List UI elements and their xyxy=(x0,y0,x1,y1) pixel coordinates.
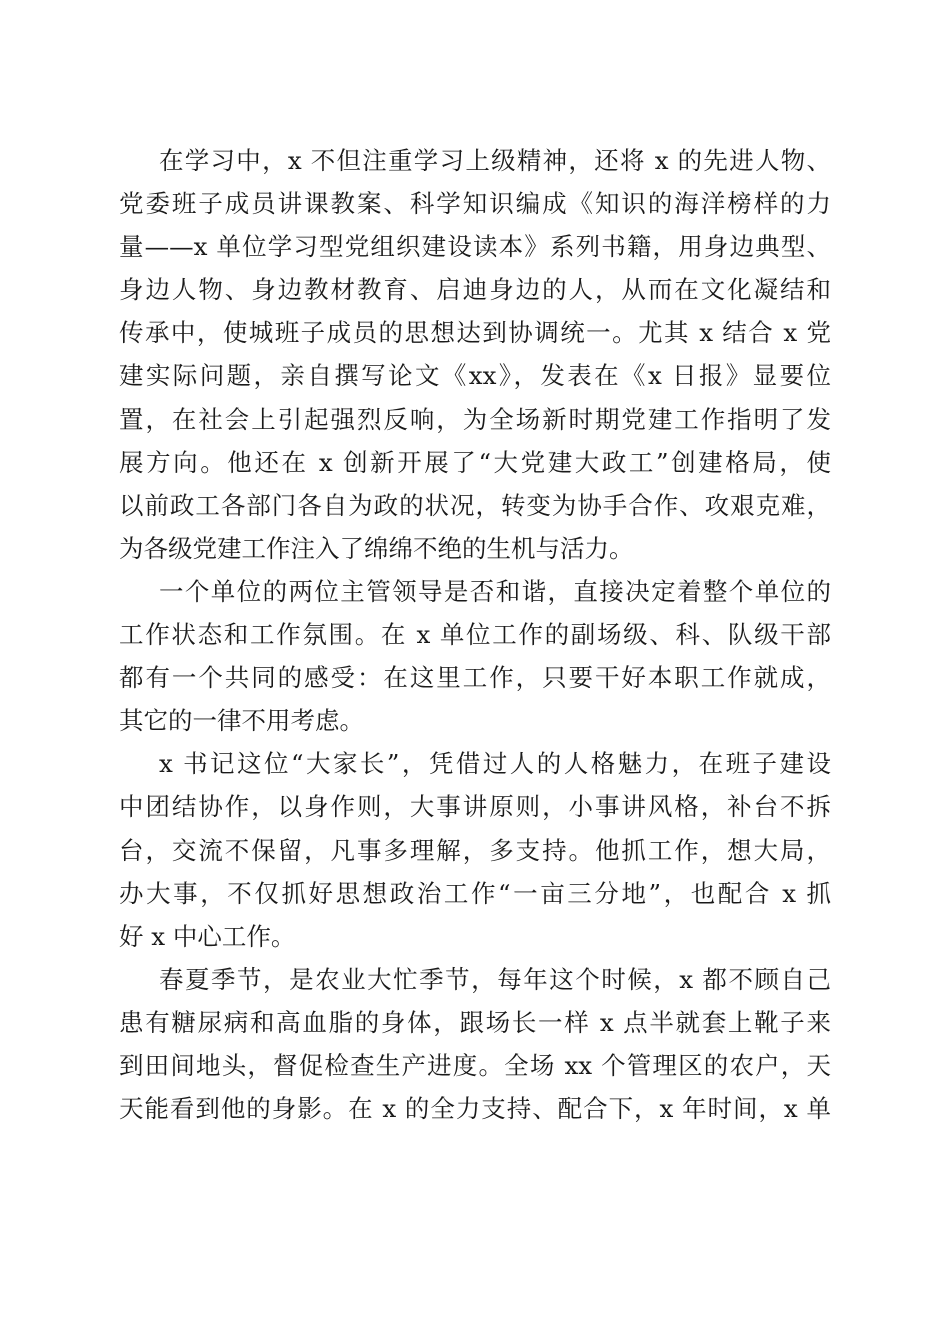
paragraph-line: 为各级党建工作注入了绵绵不绝的生机与活力。 xyxy=(119,533,634,563)
paragraph-line: 春夏季节，是农业大忙季节，每年这个时候，x 都不顾自己 xyxy=(159,964,831,994)
paragraph-line: 以前政工各部门各自为政的状况，转变为协手合作、攻艰克难， xyxy=(119,490,831,520)
paragraph-line: 党委班子成员讲课教案、科学知识编成《知识的海洋榜样的力 xyxy=(119,189,831,219)
paragraph-line: 都有一个共同的感受：在这里工作，只要干好本职工作就成， xyxy=(119,663,831,693)
paragraph-line: 工作状态和工作氛围。在 x 单位工作的副场级、科、队级干部 xyxy=(119,620,831,650)
paragraph-line: 到田间地头，督促检查生产进度。全场 xx 个管理区的农户，天 xyxy=(119,1050,831,1080)
paragraph-line: 展方向。他还在 x 创新开展了“大党建大政工”创建格局，使 xyxy=(119,447,831,477)
paragraph-line: 患有糖尿病和高血脂的身体，跟场长一样 x 点半就套上靴子来 xyxy=(119,1007,831,1037)
paragraph-line: 在学习中，x 不但注重学习上级精神，还将 x 的先进人物、 xyxy=(159,146,831,175)
paragraph-line: 一个单位的两位主管领导是否和谐，直接决定着整个单位的 xyxy=(159,576,831,606)
paragraph-line: x 书记这位“大家长”，凭借过人的人格魅力，在班子建设 xyxy=(159,749,831,779)
paragraph-line: 身边人物、身边教材教育、启迪身边的人，从而在文化凝结和 xyxy=(119,275,831,305)
paragraph-2 xyxy=(119,570,831,742)
paragraph-line: 其它的一律不用考虑。 xyxy=(119,706,364,736)
paragraph-line: 传承中，使城班子成员的思想达到协调统一。尤其 x 结合 x 党 xyxy=(119,318,831,348)
paragraph-line: 建实际问题，亲自撰写论文《xx》，发表在《x 日报》显要位 xyxy=(119,361,831,391)
paragraph-line: 办大事，不仅抓好思想政治工作“一亩三分地”，也配合 x 抓 xyxy=(119,878,831,908)
paragraph-line: 台，交流不保留，凡事多理解，多支持。他抓工作，想大局， xyxy=(119,835,831,865)
paragraph-line: 置，在社会上引起强烈反响，为全场新时期党建工作指明了发 xyxy=(119,404,831,434)
document-body xyxy=(119,139,831,1130)
paragraph-1 xyxy=(119,139,831,570)
paragraph-line: 好 x 中心工作。 xyxy=(119,921,296,951)
paragraph-3 xyxy=(119,742,831,957)
paragraph-line: 量——x 单位学习型党组织建设读本》系列书籍，用身边典型、 xyxy=(119,232,831,262)
paragraph-line: 天能看到他的身影。在 x 的全力支持、配合下，x 年时间，x 单 xyxy=(119,1094,831,1124)
paragraph-4 xyxy=(119,958,831,1130)
paragraph-line: 中团结协作，以身作则，大事讲原则，小事讲风格，补台不拆 xyxy=(119,792,831,822)
